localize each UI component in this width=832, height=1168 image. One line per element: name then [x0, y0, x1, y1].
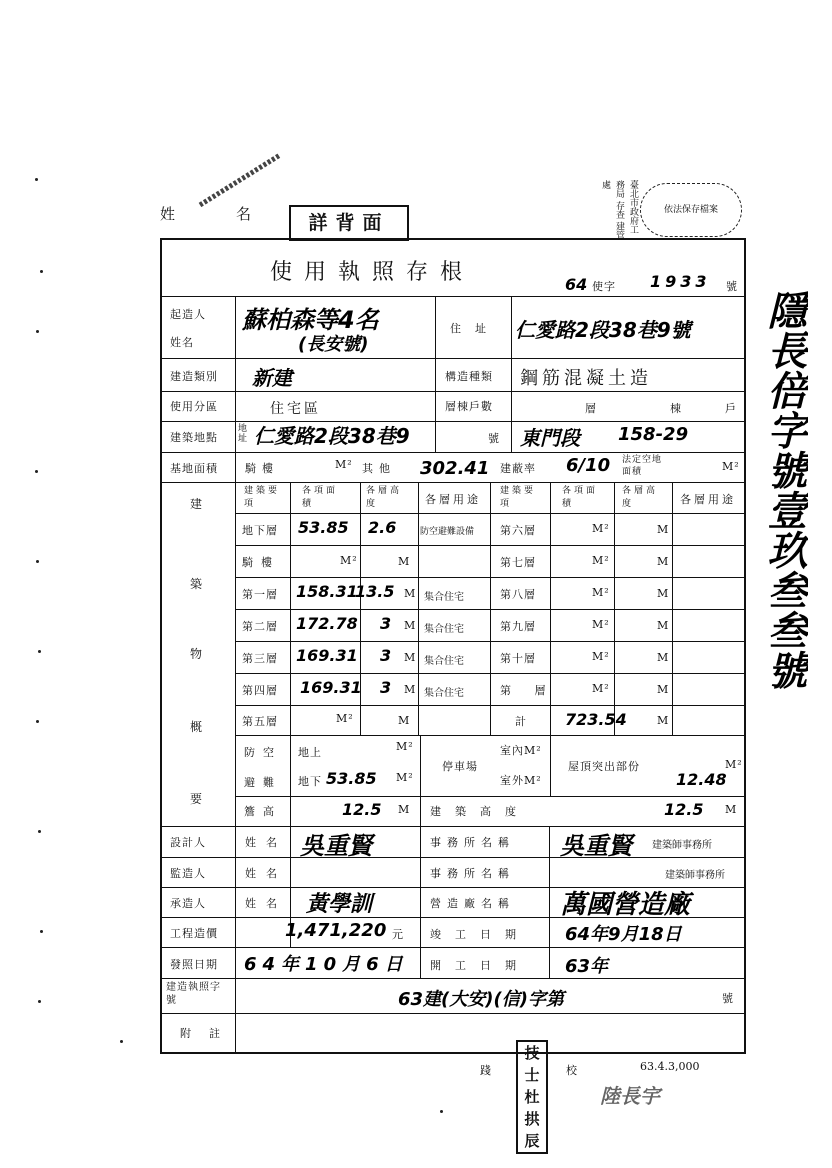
- floor-left-1: 騎樓: [242, 556, 280, 569]
- designated-unit: M²: [722, 460, 740, 473]
- contractor-name-label: 姓名: [245, 897, 287, 910]
- coverage-value: 6/10: [566, 455, 611, 476]
- unit-area-r1: M²: [592, 554, 610, 567]
- floor-left-0-use: 防空避難設備: [420, 527, 475, 537]
- header-left-1: 建築要項: [244, 486, 281, 509]
- designer-label: 設計人: [170, 836, 206, 849]
- builder-label-1: 起造人: [170, 308, 206, 321]
- detail-back-stamp: 詳背面: [289, 205, 409, 241]
- technician-stamp-text: 技士杜拱辰: [524, 1044, 540, 1150]
- cost-label: 工程造價: [170, 927, 218, 940]
- floor-left-4-area: 169.31: [296, 646, 358, 665]
- floor-left-5-use: 集合住宅: [424, 688, 464, 699]
- floor-right-0: 第六層: [500, 524, 536, 537]
- parking-indoor: 室內M²: [500, 744, 542, 757]
- designer-name: 吳重賢: [300, 832, 372, 860]
- footer-signature: 陸長宇: [600, 1084, 660, 1108]
- roof-label: 屋頂突出部份: [568, 760, 640, 773]
- agency-stamp-line-3: 建管處: [600, 180, 624, 240]
- floor-total-area: 723.54: [565, 710, 627, 729]
- technician-stamp: [516, 1040, 548, 1154]
- right-stamp-text: 依法保存檔案: [663, 205, 718, 215]
- header-left-2: 各項面積: [302, 486, 339, 509]
- unit-area-r3: M²: [592, 618, 610, 631]
- section-char-2: 築: [190, 577, 206, 591]
- shelter-below-value: 53.85: [326, 769, 377, 788]
- shelter-below-unit: M²: [396, 771, 414, 784]
- contractor-name: 黃學訓: [306, 892, 373, 917]
- unit-area-5: M²: [336, 712, 354, 725]
- land-area-label: 基地面積: [170, 462, 218, 475]
- floor-right-1: 第七層: [500, 556, 536, 569]
- section-char-5: 要: [190, 792, 206, 806]
- floor-left-0-area: 53.85: [298, 518, 349, 537]
- form-title: 使用執照存根: [270, 260, 475, 285]
- site-sub-label: 地址: [238, 424, 251, 444]
- floor-right-3: 第九層: [500, 620, 536, 633]
- floor-right-2: 第八層: [500, 588, 536, 601]
- permit-value: 63建(大安)(信)字第: [398, 989, 564, 1010]
- eave-label: 簷高: [244, 805, 282, 818]
- license-mid: 使字: [592, 280, 616, 293]
- eave-unit: M: [398, 803, 411, 816]
- license-suffix: 號: [726, 280, 738, 293]
- supervisor-office-suffix: 建築師事務所: [665, 870, 725, 881]
- agency-stamp-line-2: 存查: [614, 200, 624, 219]
- side-handwriting: 隱長倍字號壹玖叁叁號: [761, 290, 807, 690]
- builder-value-2: (長安號): [298, 334, 369, 355]
- issue-value: 64年10月6日: [244, 954, 409, 975]
- unit-area-arcade: M²: [340, 554, 358, 567]
- unit-height-r6: M: [657, 714, 670, 727]
- unit-height-arcade: M: [398, 555, 411, 568]
- zoning-value: 住宅區: [270, 401, 321, 417]
- roof-unit: M²: [725, 758, 743, 771]
- floor-right-6: 計: [515, 715, 527, 728]
- eave-value: 12.5: [342, 800, 382, 819]
- site-section-value: 東門段: [520, 426, 580, 450]
- unit-area-r5: M²: [592, 682, 610, 695]
- unit-height-5: M: [398, 714, 411, 727]
- floor-left-5: 第四層: [242, 684, 278, 697]
- site-value: 仁愛路2段38巷9: [254, 424, 410, 448]
- unit-height-r0: M: [657, 523, 670, 536]
- unit-height-r4: M: [657, 651, 670, 664]
- designer-office-label: 事務所名稱: [430, 836, 515, 849]
- complete-value: 64年9月18日: [565, 924, 682, 945]
- permit-label: 建造執照字號: [166, 982, 221, 1006]
- floor-right-4: 第十層: [500, 652, 536, 665]
- unit-height-4: M: [404, 683, 417, 696]
- builder-label-2: 姓名: [170, 336, 194, 349]
- unit-height-2: M: [404, 619, 417, 632]
- floor-left-4: 第三層: [242, 652, 278, 665]
- unit-area-r4: M²: [592, 650, 610, 663]
- address-value: 仁愛路2段38巷9號: [515, 318, 691, 342]
- note-label: 附註: [180, 1027, 238, 1040]
- building-height-label: 建築高度: [430, 805, 530, 818]
- site-lot-value: 158-29: [618, 424, 689, 445]
- other-value: 302.41: [420, 458, 490, 479]
- units-value: 戶: [725, 402, 737, 415]
- footer-label-2: 校: [566, 1064, 578, 1077]
- section-char-3: 物: [190, 647, 206, 661]
- unit-height-3: M: [404, 651, 417, 664]
- footer-label-1: 踐: [480, 1064, 492, 1077]
- supervisor-label: 監造人: [170, 867, 206, 880]
- floor-left-2-use: 集合住宅: [424, 592, 464, 603]
- structure-type-value: 鋼筋混凝土造: [520, 368, 652, 389]
- floor-left-3-area: 172.78: [296, 614, 358, 633]
- contractor-office-label: 營造廠名稱: [430, 897, 515, 910]
- cost-value: 1,471,220: [285, 920, 387, 941]
- start-label: 開工日期: [430, 959, 530, 972]
- building-type-value: 新建: [252, 366, 292, 390]
- license-prefix: 64: [565, 275, 588, 294]
- header-right-1: 建築要項: [500, 486, 537, 509]
- buildings-value: 棟: [670, 402, 682, 415]
- floor-left-3: 第二層: [242, 620, 278, 633]
- shelter-label-2: 避難: [244, 776, 282, 789]
- section-char-4: 概: [190, 720, 206, 734]
- floor-left-2: 第一層: [242, 588, 278, 601]
- site-label: 建築地點: [170, 431, 218, 444]
- arcade-label: 騎樓: [245, 462, 279, 475]
- site-number-label: 號: [488, 432, 500, 445]
- roof-value: 12.48: [676, 770, 727, 789]
- zoning-label: 使用分區: [170, 400, 218, 413]
- agency-stamp: [520, 180, 640, 240]
- unit-height-r1: M: [657, 555, 670, 568]
- shelter-above: 地上: [298, 746, 322, 759]
- parking-outdoor: 室外M²: [500, 774, 542, 787]
- other-label: 其他: [362, 462, 396, 475]
- floor-left-4-height: 3: [380, 646, 392, 665]
- unit-height-r2: M: [657, 587, 670, 600]
- unit-height-1: M: [404, 587, 417, 600]
- floor-left-5-height: 3: [380, 678, 392, 697]
- floor-right-5: 第 層: [500, 684, 556, 697]
- coverage-label: 建蔽率: [500, 462, 536, 475]
- floors-value: 層: [585, 402, 597, 415]
- floor-left-0: 地下層: [242, 524, 278, 537]
- designer-office-suffix: 建築師事務所: [652, 840, 712, 851]
- permit-suffix: 號: [722, 992, 734, 1005]
- unit-height-r5: M: [657, 683, 670, 696]
- floor-left-2-area: 158.31: [296, 582, 358, 601]
- contractor-label: 承造人: [170, 897, 206, 910]
- designer-office: 吳重賢: [560, 832, 632, 860]
- designated-label: 法定空地面積: [622, 455, 663, 477]
- floor-left-5-area: 169.31: [300, 678, 362, 697]
- name-label: 姓: [160, 205, 179, 223]
- unit-height-r3: M: [657, 619, 670, 632]
- shelter-label-1: 防空: [244, 746, 282, 759]
- shelter-below: 地下: [298, 775, 322, 788]
- building-type-label: 建造類別: [170, 370, 218, 383]
- header-right-4: 各層用途: [680, 493, 736, 506]
- floor-left-6: 第五層: [242, 715, 278, 728]
- shelter-above-unit: M²: [396, 740, 414, 753]
- building-height-unit: M: [725, 803, 738, 816]
- cost-unit: 元: [392, 928, 404, 941]
- header-left-4: 各層用途: [425, 493, 481, 506]
- issue-label: 發照日期: [170, 958, 218, 971]
- print-code: 63.4.3,000: [640, 1060, 700, 1073]
- unit-area-r2: M²: [592, 586, 610, 599]
- right-oval-stamp: [640, 183, 742, 237]
- parking-label: 停車場: [442, 760, 478, 773]
- floor-left-0-height: 2.6: [368, 518, 397, 537]
- name-label-2: 名: [236, 205, 255, 223]
- floor-left-3-use: 集合住宅: [424, 624, 464, 635]
- designer-name-label: 姓名: [245, 836, 287, 849]
- address-label: 住址: [450, 322, 500, 335]
- floor-left-3-height: 3: [380, 614, 392, 633]
- floor-left-4-use: 集合住宅: [424, 656, 464, 667]
- header-right-3: 各層高度: [622, 486, 659, 509]
- supervisor-office-label: 事務所名稱: [430, 867, 515, 880]
- builder-value: 蘇柏森等4名: [242, 306, 379, 334]
- floor-left-2-height: 13.5: [355, 582, 395, 601]
- diagonal-scribble: [195, 150, 285, 210]
- agency-stamp-line-1: 臺北市政府工務局: [614, 180, 638, 234]
- header-right-2: 各項面積: [562, 486, 599, 509]
- structure-type-label: 構造種類: [445, 370, 493, 383]
- unit-area-r0: M²: [592, 522, 610, 535]
- supervisor-name-label: 姓名: [245, 867, 287, 880]
- land-area-unit: M²: [335, 458, 353, 471]
- section-char-1: 建: [190, 497, 206, 511]
- start-value: 63年: [565, 956, 609, 977]
- building-height-value: 12.5: [664, 800, 704, 819]
- header-left-3: 各層高度: [366, 486, 403, 509]
- contractor-office: 萬國營造廠: [560, 890, 691, 920]
- floors-units-label: 層棟戶數: [445, 400, 493, 413]
- license-number: 1933: [650, 272, 711, 291]
- complete-label: 竣工日期: [430, 928, 530, 941]
